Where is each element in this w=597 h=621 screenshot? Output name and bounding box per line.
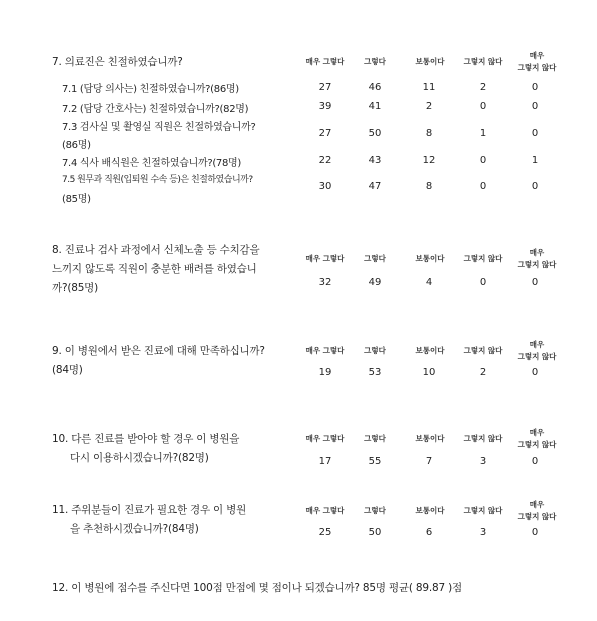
q7-2-v3: 2	[425, 101, 433, 112]
q7-1-v1: 27	[318, 82, 332, 93]
header-very-disagree: 그렇지 않다	[517, 63, 557, 72]
q9-header-disagree: 그렇지 않다	[463, 346, 503, 355]
q10-v4: 3	[479, 456, 487, 467]
q7-2-v4: 0	[479, 101, 487, 112]
q11-header-very-label: 매우	[529, 500, 545, 509]
q11-header-very-agree: 매우 그렇다	[305, 506, 345, 515]
q9-v2: 53	[368, 367, 382, 378]
q9-line1: 9. 이 병원에서 받은 진료에 대해 만족하십니까?	[52, 345, 265, 357]
q8-header-disagree: 그렇지 않다	[463, 254, 503, 263]
q8-header-very-disagree: 그렇지 않다	[517, 260, 557, 269]
q9-header-very-disagree: 그렇지 않다	[517, 352, 557, 361]
q10-v3: 7	[425, 456, 433, 467]
q8-v3: 4	[425, 277, 433, 288]
q7-1-v2: 46	[368, 82, 382, 93]
q8-line1: 8. 진료나 검사 과정에서 신체노출 등 수치감을	[52, 244, 260, 256]
q9-header-very-label: 매우	[529, 340, 545, 349]
q12-text: 12. 이 병원에 점수를 주신다면 100점 만점에 몇 점이나 되겠습니까? 85명 평균( 89.87 )점	[52, 582, 462, 594]
q9-header-agree: 그렇다	[364, 346, 386, 355]
q8-header-neutral: 보통이다	[415, 254, 445, 263]
q7-5-v5: 0	[531, 181, 539, 192]
q10-line2: 다시 이용하시겠습니까?(82명)	[70, 452, 209, 464]
q7-5-v1: 30	[318, 181, 332, 192]
q9-v5: 0	[531, 367, 539, 378]
q11-header-agree: 그렇다	[364, 506, 386, 515]
q7-1-label: 7.1 (담당 의사는) 친절하였습니까?(86명)	[62, 84, 239, 95]
q7-2-v1: 39	[318, 101, 332, 112]
q8-line2: 느끼지 않도록 직원이 충분한 배려를 하였습니	[52, 263, 257, 275]
q7-5-label-count: (85명)	[62, 194, 91, 205]
q10-header-very-disagree: 그렇지 않다	[517, 440, 557, 449]
q7-2-v2: 41	[368, 101, 382, 112]
q7-4-v5: 1	[531, 155, 539, 166]
q8-v5: 0	[531, 277, 539, 288]
q8-line3: 까?(85명)	[52, 282, 99, 294]
q8-v1: 32	[318, 277, 332, 288]
q7-3-v2: 50	[368, 128, 382, 139]
q7-4-v4: 0	[479, 155, 487, 166]
q7-5-v3: 8	[425, 181, 433, 192]
q7-2-v5: 0	[531, 101, 539, 112]
q10-line1: 10. 다른 진료를 받아야 할 경우 이 병원을	[52, 433, 240, 445]
q9-line2: (84명)	[52, 364, 83, 376]
q8-v2: 49	[368, 277, 382, 288]
q9-header-very-agree: 매우 그렇다	[305, 346, 345, 355]
q11-header-very-disagree: 그렇지 않다	[517, 512, 557, 521]
q7-4-v1: 22	[318, 155, 332, 166]
q7-4-v2: 43	[368, 155, 382, 166]
q11-v5: 0	[531, 527, 539, 538]
q7-3-label: 7.3 검사실 및 촬영실 직원은 친절하였습니까?	[62, 122, 256, 133]
q10-v2: 55	[368, 456, 382, 467]
header-very-label: 매우	[529, 51, 545, 60]
q8-v4: 0	[479, 277, 487, 288]
q7-5-v4: 0	[479, 181, 487, 192]
q7-1-v5: 0	[531, 82, 539, 93]
q10-header-very-label: 매우	[529, 428, 545, 437]
q9-v4: 2	[479, 367, 487, 378]
q7-3-v1: 27	[318, 128, 332, 139]
q11-v2: 50	[368, 527, 382, 538]
q10-header-neutral: 보통이다	[415, 434, 445, 443]
q9-v3: 10	[422, 367, 436, 378]
q10-header-disagree: 그렇지 않다	[463, 434, 503, 443]
q10-v1: 17	[318, 456, 332, 467]
q8-header-very-agree: 매우 그렇다	[305, 254, 345, 263]
q7-1-v3: 11	[422, 82, 436, 93]
header-very-agree: 매우 그렇다	[305, 57, 345, 66]
q7-3-label-count: (86명)	[62, 140, 91, 151]
q7-3-v5: 0	[531, 128, 539, 139]
q7-5-v2: 47	[368, 181, 382, 192]
header-agree: 그렇다	[364, 57, 386, 66]
q11-line1: 11. 주위분들이 진료가 필요한 경우 이 병원	[52, 504, 247, 516]
q7-title: 7. 의료진은 친절하였습니까?	[52, 56, 183, 68]
q7-2-label: 7.2 (담당 간호사는) 친절하였습니까?(82명)	[62, 104, 249, 115]
q9-header-neutral: 보통이다	[415, 346, 445, 355]
q11-header-neutral: 보통이다	[415, 506, 445, 515]
q9-v1: 19	[318, 367, 332, 378]
q10-header-agree: 그렇다	[364, 434, 386, 443]
header-neutral: 보통이다	[415, 57, 445, 66]
q8-header-very-label: 매우	[529, 248, 545, 257]
q11-v4: 3	[479, 527, 487, 538]
q11-v1: 25	[318, 527, 332, 538]
q11-v3: 6	[425, 527, 433, 538]
q8-header-agree: 그렇다	[364, 254, 386, 263]
header-disagree: 그렇지 않다	[463, 57, 503, 66]
q7-5-label: 7.5 원무과 직원(입퇴원 수속 등)은 친절하였습니까?	[62, 175, 253, 185]
q7-3-v4: 1	[479, 128, 487, 139]
q11-header-disagree: 그렇지 않다	[463, 506, 503, 515]
q11-line2: 을 추천하시겠습니까?(84명)	[70, 523, 199, 535]
q7-4-label: 7.4 식사 배식원은 친절하였습니까?(78명)	[62, 158, 242, 169]
q7-1-v4: 2	[479, 82, 487, 93]
q10-header-very-agree: 매우 그렇다	[305, 434, 345, 443]
q10-v5: 0	[531, 456, 539, 467]
q7-3-v3: 8	[425, 128, 433, 139]
q7-4-v3: 12	[422, 155, 436, 166]
